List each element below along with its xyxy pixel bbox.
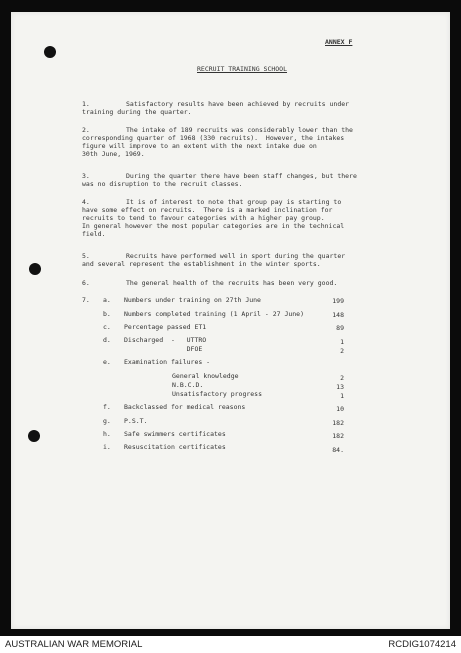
item-7-number: 7. — [82, 296, 90, 304]
para-number: 5. — [82, 252, 90, 260]
para-line: training during the quarter. — [82, 108, 192, 116]
stat-letter: g. — [103, 417, 111, 425]
para-number: 1. — [82, 100, 90, 108]
stat-value: 1 — [340, 392, 344, 400]
punch-hole — [28, 430, 40, 442]
para-line: Recruits have performed well in sport during the quarter — [126, 252, 346, 260]
stat-label: Discharged - UTTRO — [124, 336, 207, 344]
stat-label: Numbers completed training (1 April - 27 June) — [124, 310, 305, 318]
stat-label: Unsatisfactory progress — [172, 390, 263, 398]
stat-value: 182 — [332, 419, 344, 427]
punch-hole — [29, 263, 41, 275]
para-line: It is of interest to note that group pay is starting to — [126, 198, 342, 206]
para-line: The general health of the recruits has been very good. — [126, 279, 338, 287]
stat-letter: c. — [103, 323, 111, 331]
para-line: During the quarter there have been staff changes, but there — [126, 172, 357, 180]
stat-label: Percentage passed ET1 — [124, 323, 207, 331]
stat-value: 84. — [332, 446, 344, 454]
footer-source: AUSTRALIAN WAR MEMORIAL — [5, 639, 143, 650]
punch-hole — [44, 46, 56, 58]
stat-letter: f. — [103, 403, 111, 411]
para-line: corresponding quarter of 1968 (330 recruits). However, the intakes — [82, 134, 345, 142]
para-line: recruits to tend to favour categories with a higher pay group. — [82, 214, 325, 222]
para-line: figure will improve to an extent with the next intake due on — [82, 142, 317, 150]
stat-label: Backclassed for medical reasons — [124, 403, 246, 411]
stat-value: 89 — [336, 324, 344, 332]
para-line: In general however the most popular categories are in the technical — [82, 222, 345, 230]
para-line: Satisfactory results have been achieved by recruits under — [126, 100, 350, 108]
stat-label: N.B.C.D. — [172, 381, 204, 389]
stat-letter: a. — [103, 296, 111, 304]
footer-reference: RCDIG1074214 — [388, 639, 456, 650]
stat-letter: b. — [103, 310, 111, 318]
stat-label: General knowledge — [172, 372, 239, 380]
stat-value: 13 — [336, 383, 344, 391]
para-line: The intake of 189 recruits was considerably lower than the — [126, 126, 353, 134]
para-line: 30th June, 1969. — [82, 150, 145, 158]
stat-value: 10 — [336, 405, 344, 413]
stat-value: 182 — [332, 432, 344, 440]
annex-label: ANNEX F — [325, 38, 353, 46]
stat-label: Safe swimmers certificates — [124, 430, 226, 438]
stat-label: DFOE — [124, 345, 203, 353]
stat-label: P.S.T. — [124, 417, 148, 425]
archive-footer — [0, 636, 461, 653]
stat-label: Examination failures - — [124, 358, 211, 366]
stat-label: Resuscitation certificates — [124, 443, 226, 451]
para-number: 4. — [82, 198, 90, 206]
stat-letter: e. — [103, 358, 111, 366]
stat-value: 2 — [340, 347, 344, 355]
para-line: was no disruption to the recruit classes. — [82, 180, 243, 188]
para-line: field. — [82, 230, 106, 238]
para-number: 2. — [82, 126, 90, 134]
para-number: 6. — [82, 279, 90, 287]
stat-letter: d. — [103, 336, 111, 344]
para-number: 3. — [82, 172, 90, 180]
para-line: have some effect on recruits. There is a marked inclination for — [82, 206, 333, 214]
stat-letter: h. — [103, 430, 111, 438]
stat-value: 1 — [340, 338, 344, 346]
para-line: and several represent the establishment in the winter sports. — [82, 260, 321, 268]
stat-letter: i. — [103, 443, 111, 451]
stat-label: Numbers under training on 27th June — [124, 296, 261, 304]
document-title: RECRUIT TRAINING SCHOOL — [197, 65, 288, 73]
stat-value: 199 — [332, 297, 344, 305]
stat-value: 2 — [340, 374, 344, 382]
stat-value: 148 — [332, 311, 344, 319]
